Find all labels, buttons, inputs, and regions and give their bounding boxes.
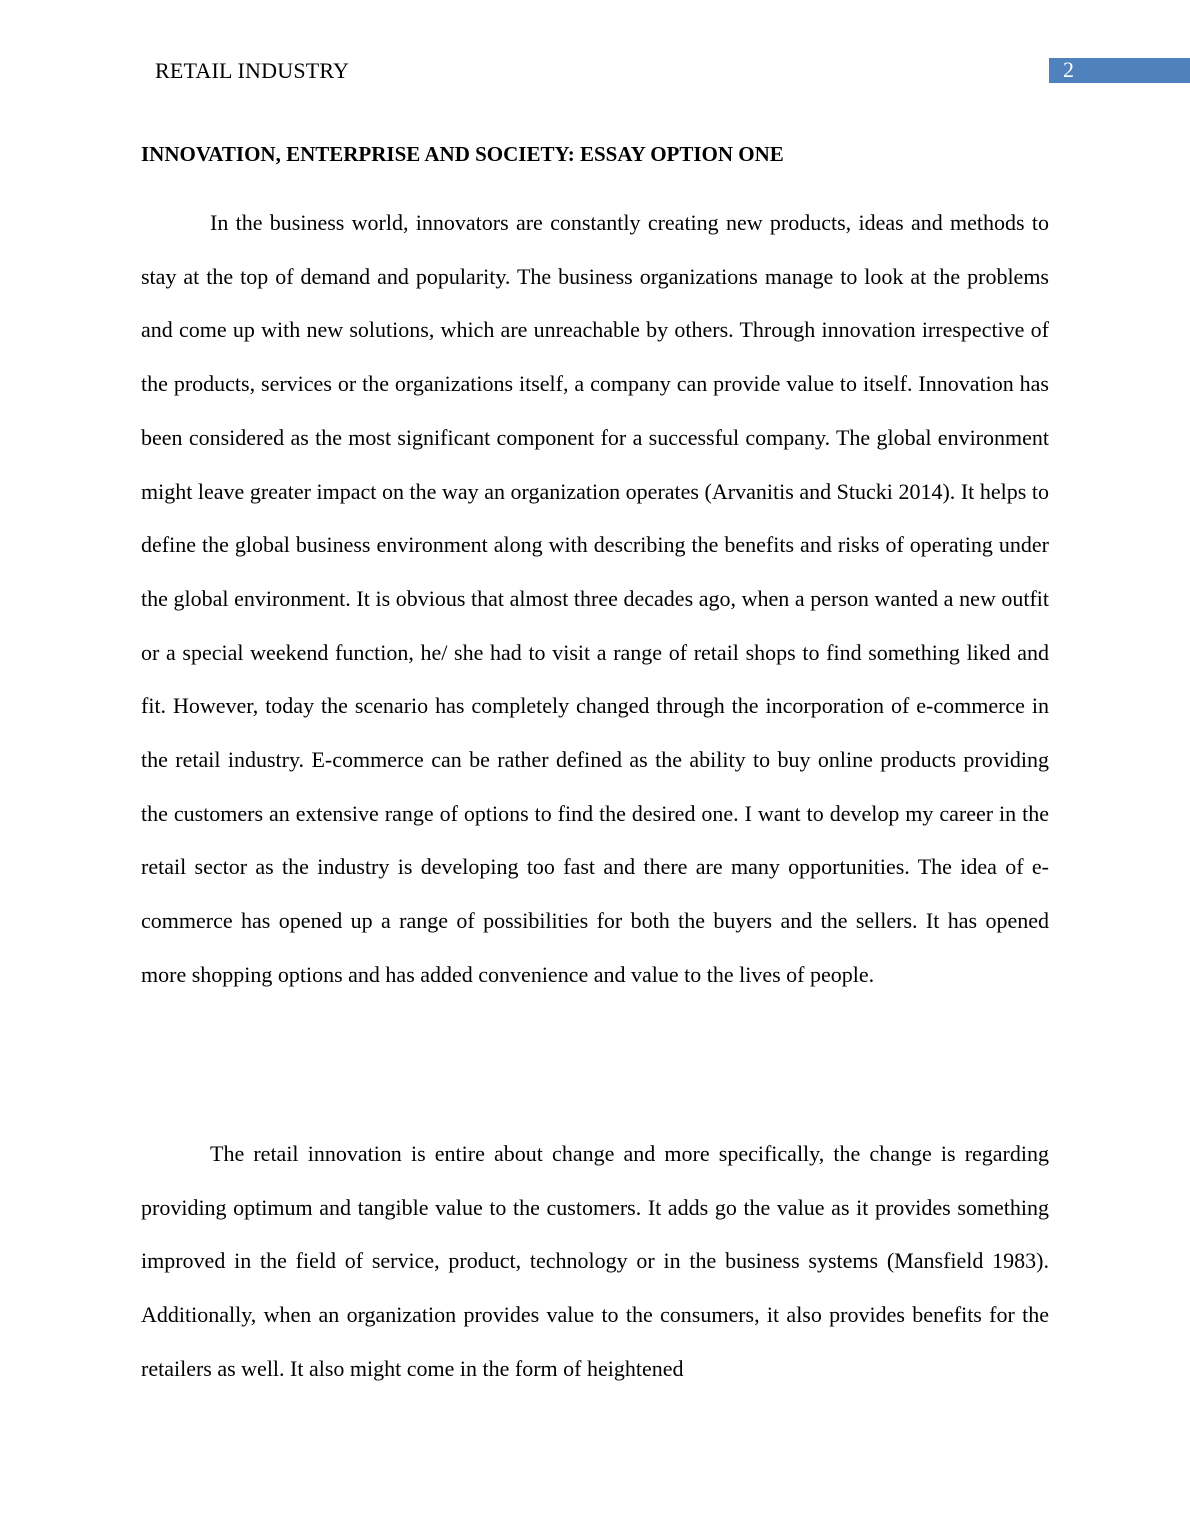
page-number-box (1049, 58, 1190, 83)
page-number: 2 (1063, 57, 1074, 82)
body-paragraph-2: The retail innovation is entire about change and more specifically, the change is regarding providing optimum and tangible value to the customers. It adds go the value as it provides something improved in the field of service, product, technology or in the business systems (Mansfield 1983). Additionally, when an organization provides value to the consumers, it also provides benefits for the retailers as well. It also might come in the form of heightened (141, 1141, 1049, 1381)
body-paragraph-1: In the business world, innovators are constantly creating new products, ideas and methods to stay at the top of demand and popularity. The business organizations manage to look at the problems and come up with new solutions, which are unreachable by others. Through innovation irrespective of the products, services or the organizations itself, a company can provide value to itself. Innovation has been considered as the most significant component for a successful company. The global environment might leave greater impact on the way an organization operates (Arvanitis and Stucki 2014). It helps to define the global business environment along with describing the benefits and risks of operating under the global environment. It is obvious that almost three decades ago, when a person wanted a new outfit or a special weekend function, he/ she had to visit a range of retail shops to find something liked and fit. However, today the scenario has completely changed through the incorporation of e-commerce in the retail industry. E-commerce can be rather defined as the ability to buy online products providing the customers an extensive range of options to find the desired one. I want to develop my career in the retail sector as the industry is developing too fast and there are many opportunities. The idea of e-commerce has opened up a range of possibilities for both the buyers and the sellers. It has opened more shopping options and has added convenience and value to the lives of people. (141, 210, 1049, 987)
essay-title: INNOVATION, ENTERPRISE AND SOCIETY: ESSAY OPTION ONE (141, 142, 784, 166)
running-head: RETAIL INDUSTRY (155, 58, 350, 83)
